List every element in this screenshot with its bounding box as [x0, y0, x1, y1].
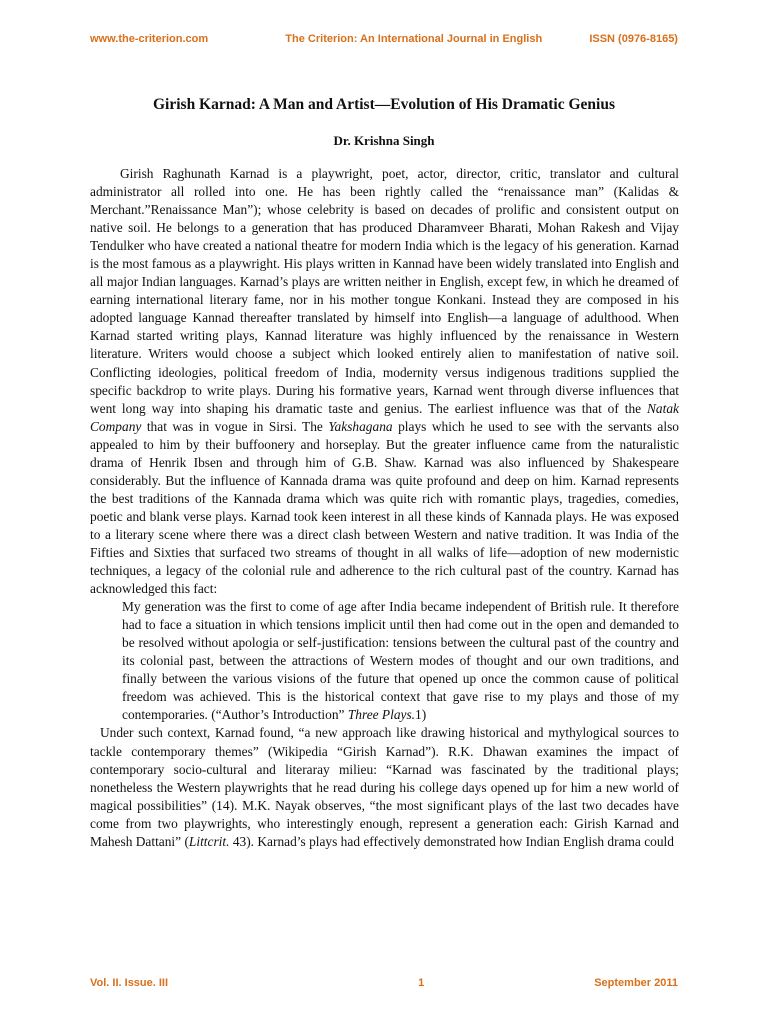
page-header [90, 33, 678, 45]
paragraph-1-text-c: plays which he used to see with the servants also appealed to him by their buffoonery and horseplay. But the greater influence came from the naturalistic drama of Henrik Ibsen and through him of G.B. Shaw. Karnad was also influenced by Shakespeare considerably. But the influence of Kannada drama was quite profound and deep on him. Karnad represents the best traditions of the Kannada drama which was quite rich with romantic plays, tragedies, comedies, poetic and blank verse plays. Karnad took keen interest in all these kinds of Kannada plays. He was exposed to a literary scene where there was a direct clash between Western and native tradition. It was India of the Fifties and Sixties that surfaced two streams of thought in all walks of life—adoption of new modernistic techniques, a legacy of the colonial rule and adherence to the rich cultural past of the country. Karnad has acknowledged this fact: [90, 418, 679, 597]
paragraph-1-text-b: that was in vogue in Sirsi. The [141, 418, 329, 434]
footer-volume: Vol. II. Issue. III [90, 977, 169, 989]
header-issn: ISSN (0976-8165) [589, 33, 678, 45]
page-footer [90, 977, 678, 989]
italic-littcrit: Littcrit. [188, 833, 230, 849]
footer-page-number: 1 [418, 977, 425, 989]
paragraph-2-text-b: 43). Karnad’s plays had effectively demonstrated how Indian English drama could [229, 833, 674, 849]
block-quote-text-a: My generation was the first to come of age after India became independent of British rule. It therefore had to face a situation in which tensions implicit until then had come out in the open and demanded to be resolved without apologia or self-justification: tensions between the cultural past of the country and its colonial past, between the attractions of Western modes of thought and our own traditions, and finally between the various visions of the future that opened up once the common cause of political freedom was achieved. This is the historical context that gave rise to my plays and those of my contemporaries. (“Author’s Introduction” [122, 599, 679, 723]
block-quote-text-b: 1) [415, 707, 427, 723]
article-body [90, 165, 679, 851]
italic-yakshagana: Yakshagana [328, 418, 393, 434]
paragraph-1-text-a: Girish Raghunath Karnad is a playwright, poet, actor, director, critic, translator and cultural administrator all rolled into one. He has been rightly called the “renaissance man” (Kalidas & Merchant.”Renaissance Man”); whose celebrity is based on decades of prolific and consistent output on native soil. He belongs to a generation that has produced Dharamveer Bharati, Mohan Rakesh and Vijay Tendulker who have created a national theatre for modern India which is the legacy of his generation. Karnad is the most famous as a playwright. His plays written in Kannad have been widely translated into English and all major Indian languages. Karnad’s plays are written neither in English, except few, in which he dreamed of earning international literary fame, nor in his mother tongue Konkani. Instead they are composed in his adopted language Kannad thereafter translated by himself into English—a language of adulthood. When Karnad started writing plays, Kannad literature was highly influenced by the renaissance in Western literature. Writers would choose a subject which looked entirely alien to manifestation of native soil. Conflicting ideologies, political freedom of India, modernity versus indigenous traditions supplied the specific backdrop to write plays. During his formative years, Karnad went through diverse influences that went long way into shaping his dramatic taste and genius. The earliest influence was that of the [90, 166, 679, 416]
header-journal: The Criterion: An International Journal in English [285, 33, 543, 45]
paragraph-1 [90, 165, 679, 598]
footer-date: September 2011 [594, 977, 678, 989]
paragraph-2 [90, 724, 679, 850]
italic-three-plays: Three Plays. [347, 707, 416, 723]
italic-natak-company: Natak Company [90, 400, 679, 434]
article-author: Dr. Krishna Singh [333, 133, 435, 148]
block-quote [122, 598, 679, 724]
header-website: www.the-criterion.com [90, 33, 209, 45]
article-title: Girish Karnad: A Man and Artist—Evolution of His Dramatic Genius [152, 96, 616, 113]
paragraph-2-text-a: Under such context, Karnad found, “a new approach like drawing historical and mythylogical sources to tackle contemporary themes” (Wikipedia “Girish Karnad”). R.K. Dhawan examines the impact of contemporary socio-cultural and literaray milieu: “Karnad was fascinated by the traditional plays; nonetheless the Western playwrights that he read during his college days opened up for him a new world of magical possibilities” (14). M.K. Nayak observes, “the most significant plays of the last two decades have come from two playwrights, who interestingly enough, represent a generation each: Girish Karnad and Mahesh Dattani” ( [90, 725, 679, 849]
